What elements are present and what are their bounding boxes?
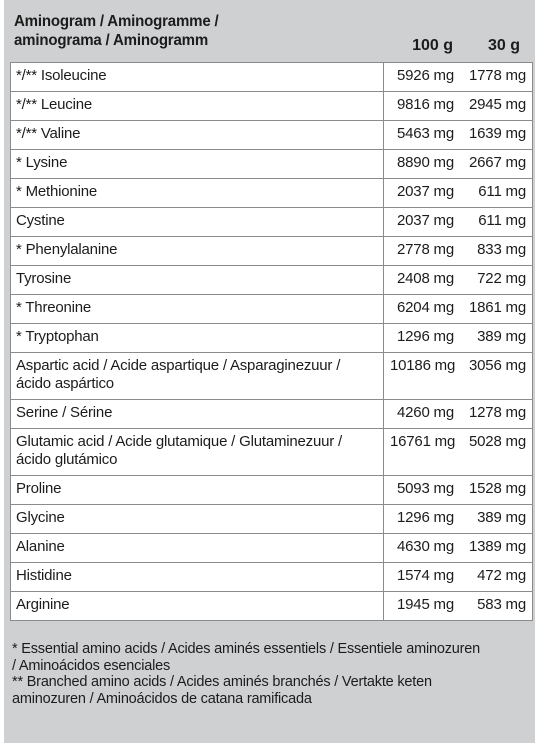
- table-row: [11, 237, 533, 266]
- table-row: [11, 92, 533, 121]
- amount-per-30g: 583 mg: [458, 592, 533, 621]
- amino-acid-name: Histidine: [11, 563, 384, 592]
- column-header-30g: 30 g: [487, 37, 520, 54]
- amount-per-100g: 1296 mg: [384, 505, 459, 534]
- amount-per-30g: 1861 mg: [458, 295, 533, 324]
- amino-acid-name: * Methionine: [11, 179, 384, 208]
- amount-per-100g: 16761 mg: [384, 429, 459, 476]
- table-row: [11, 121, 533, 150]
- amount-per-30g: 722 mg: [458, 266, 533, 295]
- amount-per-100g: 5926 mg: [384, 63, 459, 92]
- amount-per-30g: 389 mg: [458, 324, 533, 353]
- amino-acid-name: Cystine: [11, 208, 384, 237]
- table-row: [11, 324, 533, 353]
- table-row: [11, 400, 533, 429]
- footnote-branched-amino-acids: ** Branched amino acids / Acides aminés branchés / Vertakte keten aminozuren / Aminoácidos de catana ramificada: [12, 674, 432, 707]
- amino-acid-name: * Phenylalanine: [11, 237, 384, 266]
- amino-acid-name: */** Isoleucine: [11, 63, 384, 92]
- amount-per-100g: 2037 mg: [384, 179, 459, 208]
- amount-per-100g: 2408 mg: [384, 266, 459, 295]
- amino-acid-name: Proline: [11, 476, 384, 505]
- amount-per-100g: 1296 mg: [384, 324, 459, 353]
- amount-per-100g: 10186 mg: [384, 353, 459, 400]
- amino-acid-name: Arginine: [11, 592, 384, 621]
- amino-acid-name: Glutamic acid / Acide glutamique / Glutaminezuur / ácido glutámico: [11, 429, 384, 476]
- amount-per-30g: 1278 mg: [458, 400, 533, 429]
- table-row: [11, 150, 533, 179]
- amount-per-30g: 2945 mg: [458, 92, 533, 121]
- table-row: [11, 266, 533, 295]
- footnote-essential-amino-acids: * Essential amino acids / Acides aminés essentiels / Essentiele aminozuren / Aminoácidos esenciales: [12, 641, 480, 674]
- amino-acid-name: Alanine: [11, 534, 384, 563]
- aminogram-table: [10, 62, 533, 621]
- table-row: [11, 179, 533, 208]
- amount-per-100g: 1945 mg: [384, 592, 459, 621]
- amount-per-30g: 1778 mg: [458, 63, 533, 92]
- amount-per-100g: 2778 mg: [384, 237, 459, 266]
- amount-per-30g: 389 mg: [458, 505, 533, 534]
- amount-per-30g: 833 mg: [458, 237, 533, 266]
- amount-per-100g: 5463 mg: [384, 121, 459, 150]
- amount-per-30g: 1389 mg: [458, 534, 533, 563]
- table-row: [11, 505, 533, 534]
- amount-per-30g: 1639 mg: [458, 121, 533, 150]
- table-row: [11, 534, 533, 563]
- amount-per-100g: 8890 mg: [384, 150, 459, 179]
- amount-per-100g: 1574 mg: [384, 563, 459, 592]
- amount-per-30g: 5028 mg: [458, 429, 533, 476]
- amount-per-100g: 5093 mg: [384, 476, 459, 505]
- table-header: [8, 4, 528, 59]
- amino-acid-name: * Lysine: [11, 150, 384, 179]
- amino-acid-name: * Tryptophan: [11, 324, 384, 353]
- table-title-line-2: aminograma / Aminogramm: [14, 32, 209, 49]
- table-row: [11, 63, 533, 92]
- footnotes: [12, 641, 482, 707]
- table-title: [14, 12, 219, 50]
- amount-per-30g: 611 mg: [458, 208, 533, 237]
- amount-per-30g: 3056 mg: [458, 353, 533, 400]
- amino-acid-name: */** Leucine: [11, 92, 384, 121]
- table-row: [11, 353, 533, 400]
- amount-per-30g: 472 mg: [458, 563, 533, 592]
- amount-per-30g: 611 mg: [458, 179, 533, 208]
- amino-acid-name: Glycine: [11, 505, 384, 534]
- table-row: [11, 563, 533, 592]
- amino-acid-name: Tyrosine: [11, 266, 384, 295]
- amount-per-100g: 4630 mg: [384, 534, 459, 563]
- amount-per-100g: 6204 mg: [384, 295, 459, 324]
- table-row: [11, 429, 533, 476]
- column-header-100g: 100 g: [412, 37, 453, 54]
- amount-per-100g: 9816 mg: [384, 92, 459, 121]
- amino-acid-name: */** Valine: [11, 121, 384, 150]
- table-title-line-1: Aminogram / Aminogramme /: [14, 13, 219, 30]
- amino-acid-name: Serine / Sérine: [11, 400, 384, 429]
- amino-acid-name: * Threonine: [11, 295, 384, 324]
- table-row: [11, 208, 533, 237]
- amount-per-30g: 1528 mg: [458, 476, 533, 505]
- amount-per-100g: 2037 mg: [384, 208, 459, 237]
- aminogram-table-body: [11, 63, 533, 621]
- table-row: [11, 592, 533, 621]
- table-row: [11, 295, 533, 324]
- amount-per-30g: 2667 mg: [458, 150, 533, 179]
- table-row: [11, 476, 533, 505]
- amount-per-100g: 4260 mg: [384, 400, 459, 429]
- amino-acid-name: Aspartic acid / Acide aspartique / Asparaginezuur / ácido aspártico: [11, 353, 384, 400]
